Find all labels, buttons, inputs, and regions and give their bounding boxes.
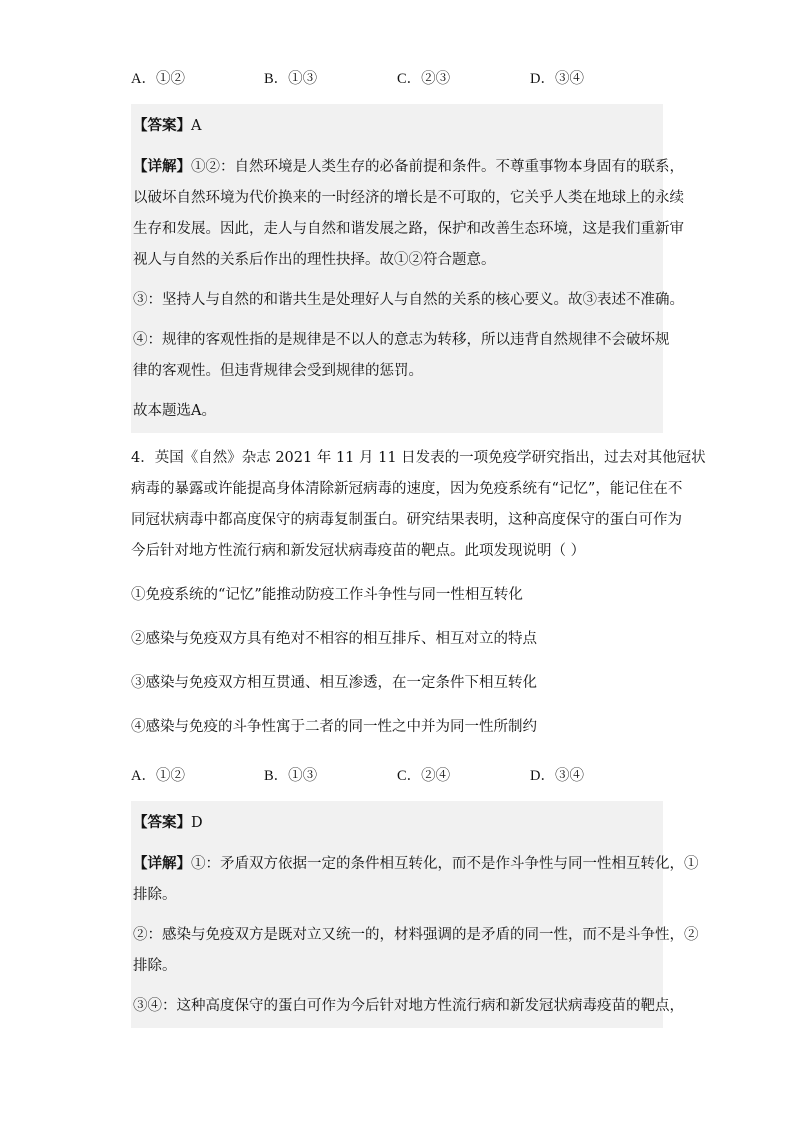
q3-answer <box>133 110 663 142</box>
q4-detail-p2-line: ②：感染与免疫双方是既对立又统一的，材料强调的是矛盾的同一性，而不是斗争性，② <box>133 927 699 943</box>
q3-detail-p1-line: 生存和发展。因此，走人与自然和谐发展之路，保护和改善生态环境，这是我们重新审 <box>133 221 684 237</box>
q4-stem <box>131 443 706 567</box>
q4-detail-p2-line: 排除。 <box>133 958 177 974</box>
q4-stem-line: 今后针对地方性流行病和新发冠状病毒疫苗的靶点。此项发现说明（ ） <box>131 543 586 559</box>
q3-answer-section <box>131 104 684 433</box>
q3-detail-p1-line: 视人与自然的关系后作出的理性抉择。故①②符合题意。 <box>133 252 496 268</box>
q4-stem-line: 病毒的暴露或许能提高身体清除新冠病毒的速度，因为免疫系统有“记忆”，能记住在不 <box>131 481 683 497</box>
q4-answer-section <box>131 801 699 1028</box>
q3-option-d: D．③④ <box>530 70 584 87</box>
q3-conclusion: 故本题选A。 <box>133 403 216 419</box>
q3-detail-p3-line: ④：规律的客观性指的是规律是不以人的意志为转移，所以违背自然规律不会破坏规 <box>133 332 670 348</box>
q3-answer-value: A <box>191 118 202 134</box>
q4-detail-p2 <box>133 920 699 982</box>
q4-answer <box>133 807 663 839</box>
q4-detail-p1-line: ①：矛盾双方依据一定的条件相互转化，而不是作斗争性与同一性相互转化，① <box>191 856 699 872</box>
q4-stem-line: 同冠状病毒中都高度保守的病毒复制蛋白。研究结果表明，这种高度保守的蛋白可作为 <box>131 512 682 528</box>
q4-stem-line: 4．英国《自然》杂志 2021 年 11 月 11 日发表的一项免疫学研究指出，过去对其他冠状 <box>131 450 706 466</box>
q3-answer-tag: 【答案】 <box>133 117 191 134</box>
q3-detail-tag: 【详解】 <box>133 158 191 175</box>
q3-detail-p1-line: ①②：自然环境是人类生存的必备前提和条件。不尊重事物本身固有的联系， <box>191 159 684 175</box>
q4-detail-p3: ③④：这种高度保守的蛋白可作为今后针对地方性流行病和新发冠状病毒疫苗的靶点， <box>133 998 684 1014</box>
q3-detail-p1 <box>133 151 684 276</box>
q3-option-c: C．②③ <box>397 70 451 87</box>
q4-statement-1: ①免疫系统的“记忆”能推动防疫工作斗争性与同一性相互转化 <box>131 587 523 603</box>
q4-option-c: C．②④ <box>397 767 451 784</box>
q4-option-b: B．①③ <box>264 767 318 784</box>
document-content <box>131 64 706 1028</box>
q3-option-b: B．①③ <box>264 70 318 87</box>
q4-detail-tag: 【详解】 <box>133 855 191 872</box>
q4-answer-value: D <box>191 815 203 831</box>
q3-detail-p2: ③：坚持人与自然的和谐共生是处理好人与自然的关系的核心要义。故③表述不准确。 <box>133 292 684 308</box>
q4-option-d: D．③④ <box>530 767 584 784</box>
q3-detail-p3-line: 律的客观性。但违背规律会受到规律的惩罚。 <box>133 363 423 379</box>
q4-detail-p1 <box>133 848 699 911</box>
q4-detail-p1-line: 排除。 <box>133 887 177 903</box>
q4-statement-2: ②感染与免疫双方具有绝对不相容的相互排斥、相互对立的特点 <box>131 631 537 647</box>
q3-option-a: A．①② <box>131 70 185 87</box>
q4-option-a: A．①② <box>131 767 185 784</box>
q4-options <box>131 761 663 787</box>
q4-statement-4: ④感染与免疫的斗争性寓于二者的同一性之中并为同一性所制约 <box>131 719 537 735</box>
q4-answer-tag: 【答案】 <box>133 814 191 831</box>
q3-detail-p1-line: 以破坏自然环境为代价换来的一时经济的增长是不可取的，它关乎人类在地球上的永续 <box>133 190 684 206</box>
q4-statement-3: ③感染与免疫双方相互贯通、相互渗透，在一定条件下相互转化 <box>131 675 537 691</box>
q3-options <box>131 64 663 90</box>
q3-detail-p3 <box>133 325 670 387</box>
